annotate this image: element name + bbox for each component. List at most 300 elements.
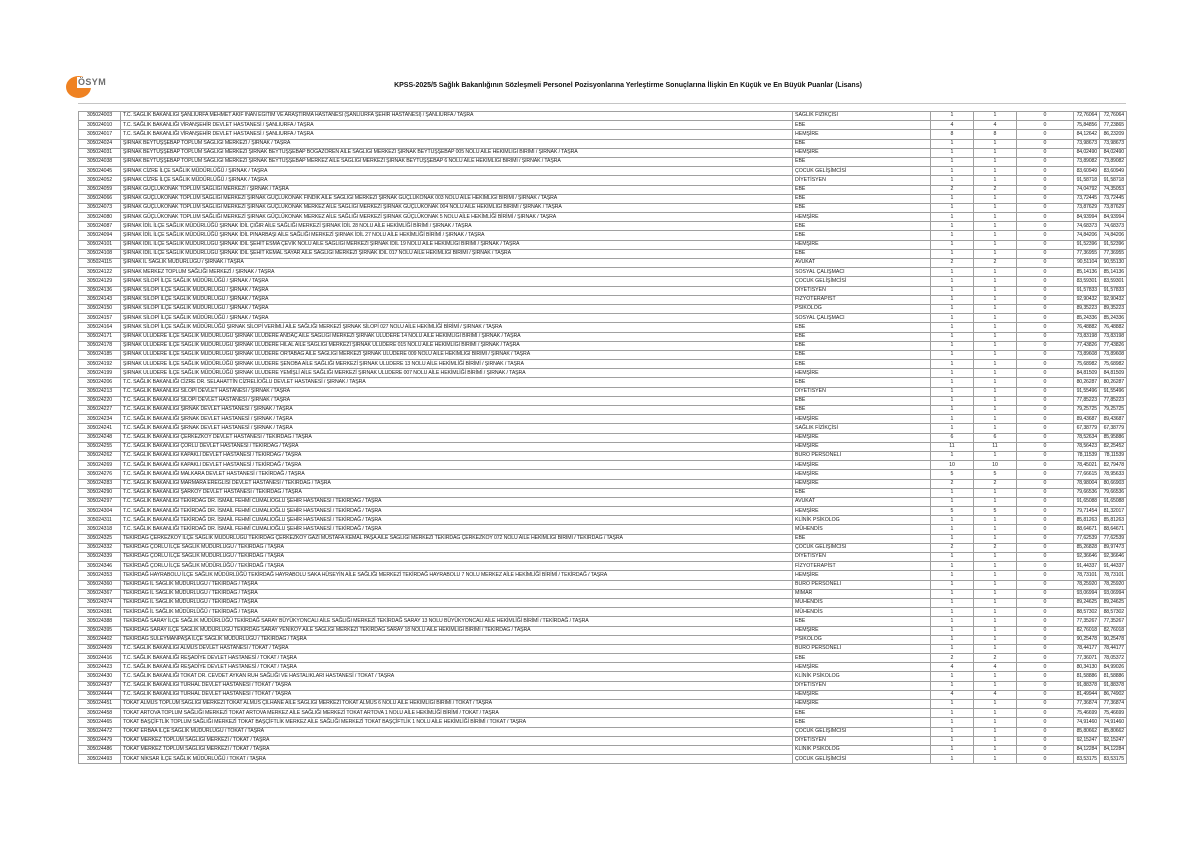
osym-logo-text: ÖSYM	[78, 77, 107, 87]
max-score-cell: 83,60949	[1100, 167, 1127, 176]
title-cell: ÇOCUK GELİŞİMCİSİ	[793, 727, 931, 736]
table-row	[79, 121, 1127, 130]
title-cell: AVUKAT	[793, 259, 931, 268]
placed-cell: 1	[974, 396, 1017, 405]
institution-cell: T.C. SAĞLIK BAKANLIĞI MARMARA EREĞLİSİ DEVLET HASTANESİ / TEKİRDAĞ / TAŞRA	[121, 479, 793, 488]
table-row	[79, 369, 1127, 378]
institution-cell: T.C. SAĞLIK BAKANLIĞI CİZRE DR. SELAHATTİN CİZRELİOĞLU DEVLET HASTANESİ / ŞIRNAK / TAŞRA	[121, 378, 793, 387]
max-score-cell: 73,89608	[1100, 350, 1127, 359]
min-score-cell: 90,51104	[1074, 259, 1100, 268]
institution-cell: T.C. SAĞLIK BAKANLIĞI ŞIRNAK DEVLET HASTANESİ / ŞIRNAK / TAŞRA	[121, 406, 793, 415]
title-cell: EBE	[793, 185, 931, 194]
title-cell: PSİKOLOG	[793, 304, 931, 313]
position-code-cell: 305024178	[79, 341, 121, 350]
position-code-cell: 305024381	[79, 608, 121, 617]
title-cell: EBE	[793, 654, 931, 663]
table-row	[79, 755, 1127, 764]
table-row	[79, 295, 1127, 304]
title-cell: EBE	[793, 139, 931, 148]
title-cell: EBE	[793, 157, 931, 166]
position-code-cell: 305024066	[79, 194, 121, 203]
min-score-cell: 74,84206	[1074, 231, 1100, 240]
position-code-cell: 305024395	[79, 626, 121, 635]
empty-count-cell: 0	[1017, 644, 1074, 653]
max-score-cell: 91,44337	[1100, 562, 1127, 571]
max-score-cell: 80,26287	[1100, 378, 1127, 387]
empty-count-cell: 0	[1017, 304, 1074, 313]
max-score-cell: 82,79478	[1100, 461, 1127, 470]
quota-cell: 1	[931, 213, 974, 222]
quota-cell: 1	[931, 451, 974, 460]
institution-cell: ŞIRNAK GÜÇLÜKONAK TOPLUM SAĞLIĞI MERKEZİ ŞIRNAK GÜÇLÜKONAK FINDIK AİLE SAĞLIĞI MERKEZİ ŞIRNAK GÜÇLÜKONAK 003 NOLU AİLE HEKİMLİĞİ BİRİMİ / ŞIRNAK / TAŞRA	[121, 194, 793, 203]
title-cell: ÇOCUK GELİŞİMCİSİ	[793, 277, 931, 286]
max-score-cell: 88,64671	[1100, 525, 1127, 534]
quota-cell: 5	[931, 470, 974, 479]
min-score-cell: 78,44177	[1074, 644, 1100, 653]
quota-cell: 1	[931, 295, 974, 304]
institution-cell: TOKAT MERKEZ TOPLUM SAĞLIĞI MERKEZİ / TOKAT / TAŞRA	[121, 745, 793, 754]
position-code-cell: 305024059	[79, 185, 121, 194]
quota-cell: 1	[931, 718, 974, 727]
table-row	[79, 286, 1127, 295]
table-row	[79, 203, 1127, 212]
table-row	[79, 249, 1127, 258]
institution-cell: ŞIRNAK BEYTÜŞŞEBAP TOPLUM SAĞLIĞI MERKEZİ ŞIRNAK BEYTÜŞŞEBAP MERKEZ AİLE SAĞLIĞI MERKEZİ ŞIRNAK BEYTÜŞŞEBAP 6 NOLU AİLE HEKİMLİĞİ BİRİMİ / ŞIRNAK / TAŞRA	[121, 157, 793, 166]
title-cell: DİYETİSYEN	[793, 176, 931, 185]
title-cell: HEMŞİRE	[793, 240, 931, 249]
position-code-cell: 305024346	[79, 562, 121, 571]
placed-cell: 4	[974, 663, 1017, 672]
position-code-cell: 305024227	[79, 406, 121, 415]
table-row	[79, 304, 1127, 313]
placed-cell: 4	[974, 121, 1017, 130]
institution-cell: TEKİRDAĞ ÇORLU İLÇE SAĞLIK MÜDÜRLÜĞÜ / TEKİRDAĞ / TAŞRA	[121, 562, 793, 571]
position-code-cell: 305024045	[79, 167, 121, 176]
title-cell: SAĞLIK FİZİKÇİSİ	[793, 424, 931, 433]
institution-cell: ŞIRNAK SİLOPİ İLÇE SAĞLIK MÜDÜRLÜĞÜ / ŞIRNAK / TAŞRA	[121, 314, 793, 323]
quota-cell: 1	[931, 681, 974, 690]
empty-count-cell: 0	[1017, 580, 1074, 589]
quota-cell: 1	[931, 635, 974, 644]
empty-count-cell: 0	[1017, 130, 1074, 139]
max-score-cell: 89,35223	[1100, 304, 1127, 313]
table-row	[79, 681, 1127, 690]
min-score-cell: 90,25478	[1074, 635, 1100, 644]
institution-cell: TEKİRDAĞ ÇORLU İLÇE SAĞLIK MÜDÜRLÜĞÜ / TEKİRDAĞ / TAŞRA	[121, 543, 793, 552]
placed-cell: 1	[974, 718, 1017, 727]
table-row	[79, 194, 1127, 203]
quota-cell: 1	[931, 562, 974, 571]
min-score-cell: 77,36071	[1074, 654, 1100, 663]
placed-cell: 1	[974, 350, 1017, 359]
min-score-cell: 89,43687	[1074, 415, 1100, 424]
max-score-cell: 75,68982	[1100, 360, 1127, 369]
max-score-cell: 91,55496	[1100, 387, 1127, 396]
placed-cell: 2	[974, 543, 1017, 552]
max-score-cell: 85,81263	[1100, 516, 1127, 525]
empty-count-cell: 0	[1017, 442, 1074, 451]
placed-cell: 2	[974, 259, 1017, 268]
empty-count-cell: 0	[1017, 461, 1074, 470]
min-score-cell: 77,43826	[1074, 341, 1100, 350]
institution-cell: T.C. SAĞLIK BAKANLIĞI REŞADİYE DEVLET HASTANESİ / TOKAT / TAŞRA	[121, 654, 793, 663]
max-score-cell: 91,57833	[1100, 286, 1127, 295]
table-row	[79, 709, 1127, 718]
min-score-cell: 80,26287	[1074, 378, 1100, 387]
institution-cell: T.C. SAĞLIK BAKANLIĞI ÇERKEZKÖY DEVLET HASTANESİ / TEKİRDAĞ / TAŞRA	[121, 433, 793, 442]
position-code-cell: 305024402	[79, 635, 121, 644]
table-row	[79, 598, 1127, 607]
table-row	[79, 378, 1127, 387]
max-score-cell: 74,84206	[1100, 231, 1127, 240]
position-code-cell: 305024437	[79, 681, 121, 690]
position-code-cell: 305024234	[79, 415, 121, 424]
max-score-cell: 73,72445	[1100, 194, 1127, 203]
table-row	[79, 525, 1127, 534]
position-code-cell: 305024283	[79, 479, 121, 488]
table-row	[79, 534, 1127, 543]
quota-cell: 1	[931, 727, 974, 736]
table-row	[79, 700, 1127, 709]
max-score-cell: 76,48882	[1100, 323, 1127, 332]
table-row	[79, 644, 1127, 653]
table-row	[79, 341, 1127, 350]
institution-cell: ŞIRNAK CİZRE İLÇE SAĞLIK MÜDÜRLÜĞÜ / ŞIRNAK / TAŞRA	[121, 167, 793, 176]
quota-cell: 1	[931, 323, 974, 332]
position-code-cell: 305024444	[79, 690, 121, 699]
max-score-cell: 73,87629	[1100, 203, 1127, 212]
position-code-cell: 305024255	[79, 442, 121, 451]
min-score-cell: 88,64671	[1074, 525, 1100, 534]
max-score-cell: 79,25725	[1100, 406, 1127, 415]
placed-cell: 6	[974, 433, 1017, 442]
position-code-cell: 305024087	[79, 222, 121, 231]
placed-cell: 1	[974, 323, 1017, 332]
institution-cell: T.C. SAĞLIK BAKANLIĞI MALKARA DEVLET HASTANESİ / TEKİRDAĞ / TAŞRA	[121, 470, 793, 479]
max-score-cell: 81,58886	[1100, 672, 1127, 681]
title-cell: HEMŞİRE	[793, 700, 931, 709]
min-score-cell: 85,26828	[1074, 543, 1100, 552]
placed-cell: 1	[974, 700, 1017, 709]
position-code-cell: 305024409	[79, 644, 121, 653]
placed-cell: 2	[974, 654, 1017, 663]
placed-cell: 10	[974, 461, 1017, 470]
empty-count-cell: 0	[1017, 681, 1074, 690]
max-score-cell: 78,95633	[1100, 470, 1127, 479]
title-cell: EBE	[793, 332, 931, 341]
max-score-cell: 91,65088	[1100, 497, 1127, 506]
title-cell: BÜRO PERSONELİ	[793, 644, 931, 653]
placed-cell: 1	[974, 295, 1017, 304]
quota-cell: 1	[931, 571, 974, 580]
placed-cell: 1	[974, 148, 1017, 157]
placed-cell: 1	[974, 286, 1017, 295]
placed-cell: 4	[974, 690, 1017, 699]
placed-cell: 1	[974, 497, 1017, 506]
table-row	[79, 718, 1127, 727]
min-score-cell: 73,72445	[1074, 194, 1100, 203]
quota-cell: 1	[931, 396, 974, 405]
position-code-cell: 305024164	[79, 323, 121, 332]
empty-count-cell: 0	[1017, 718, 1074, 727]
empty-count-cell: 0	[1017, 451, 1074, 460]
placed-cell: 1	[974, 231, 1017, 240]
quota-cell: 1	[931, 240, 974, 249]
min-score-cell: 84,12642	[1074, 130, 1100, 139]
placed-cell: 1	[974, 424, 1017, 433]
title-cell: BÜRO PERSONELİ	[793, 580, 931, 589]
quota-cell: 5	[931, 507, 974, 516]
placed-cell: 1	[974, 451, 1017, 460]
placed-cell: 1	[974, 268, 1017, 277]
quota-cell: 1	[931, 553, 974, 562]
table-row	[79, 139, 1127, 148]
position-code-cell: 305024094	[79, 231, 121, 240]
max-score-cell: 78,05372	[1100, 654, 1127, 663]
placed-cell: 1	[974, 378, 1017, 387]
min-score-cell: 73,87629	[1074, 203, 1100, 212]
title-cell: EBE	[793, 121, 931, 130]
quota-cell: 1	[931, 700, 974, 709]
title-cell: BÜRO PERSONELİ	[793, 451, 931, 460]
max-score-cell: 85,14136	[1100, 268, 1127, 277]
institution-cell: ŞIRNAK SİLOPİ İLÇE SAĞLIK MÜDÜRLÜĞÜ / ŞIRNAK / TAŞRA	[121, 295, 793, 304]
empty-count-cell: 0	[1017, 562, 1074, 571]
empty-count-cell: 0	[1017, 690, 1074, 699]
min-score-cell: 85,81263	[1074, 516, 1100, 525]
position-code-cell: 305024304	[79, 507, 121, 516]
min-score-cell: 74,68373	[1074, 222, 1100, 231]
quota-cell: 10	[931, 461, 974, 470]
table-row	[79, 654, 1127, 663]
min-score-cell: 67,38779	[1074, 424, 1100, 433]
min-score-cell: 92,36646	[1074, 553, 1100, 562]
institution-cell: TOKAT MERKEZ TOPLUM SAĞLIĞI MERKEZİ / TOKAT / TAŞRA	[121, 736, 793, 745]
empty-count-cell: 0	[1017, 534, 1074, 543]
table-row	[79, 259, 1127, 268]
table-row	[79, 213, 1127, 222]
title-cell: HEMŞİRE	[793, 148, 931, 157]
quota-cell: 4	[931, 121, 974, 130]
institution-cell: ŞIRNAK ULUDERE İLÇE SAĞLIK MÜDÜRLÜĞÜ ŞIRNAK ULUDERE YEMİŞLİ AİLE SAĞLIĞI MERKEZİ ŞIRNAK ULUDERE 007 NOLU AİLE HEKİMLİĞİ BİRİMİ / ŞIRNAK / TAŞRA	[121, 369, 793, 378]
position-code-cell: 305024213	[79, 387, 121, 396]
table-row	[79, 176, 1127, 185]
position-code-cell: 305024493	[79, 755, 121, 764]
quota-cell: 1	[931, 644, 974, 653]
max-score-cell: 91,52396	[1100, 240, 1127, 249]
table-row	[79, 157, 1127, 166]
min-score-cell: 77,62539	[1074, 534, 1100, 543]
empty-count-cell: 0	[1017, 185, 1074, 194]
title-cell: FİZYOTERAPİST	[793, 562, 931, 571]
quota-cell: 1	[931, 516, 974, 525]
min-score-cell: 89,35223	[1074, 304, 1100, 313]
max-score-cell: 75,46699	[1100, 709, 1127, 718]
max-score-cell: 78,44177	[1100, 644, 1127, 653]
max-score-cell: 77,85223	[1100, 396, 1127, 405]
institution-cell: T.C. SAĞLIK BAKANLIĞI TEKİRDAĞ DR. İSMAİL FEHMİ CUMALIOĞLU ŞEHİR HASTANESİ / TEKİRDAĞ / TAŞRA	[121, 507, 793, 516]
min-score-cell: 78,11539	[1074, 451, 1100, 460]
institution-cell: ŞIRNAK BEYTÜŞŞEBAP TOPLUM SAĞLIĞI MERKEZİ / ŞIRNAK / TAŞRA	[121, 139, 793, 148]
table-row	[79, 406, 1127, 415]
table-row	[79, 323, 1127, 332]
title-cell: MÜHENDİS	[793, 525, 931, 534]
institution-cell: T.C. SAĞLIK BAKANLIĞI TURHAL DEVLET HASTANESİ / TOKAT / TAŞRA	[121, 690, 793, 699]
quota-cell: 2	[931, 259, 974, 268]
position-code-cell: 305024101	[79, 240, 121, 249]
empty-count-cell: 0	[1017, 626, 1074, 635]
institution-cell: TEKİRDAĞ SARAY İLÇE SAĞLIK MÜDÜRLÜĞÜ TEKİRDAĞ SARAY BÜYÜKYONCALI AİLE SAĞLIĞI MERKEZİ TEKİRDAĞ SARAY 13 NOLU BÜYÜKYONCALI AİLE HEKİMLİĞİ BİRİMİ / TEKİRDAĞ / TAŞRA	[121, 617, 793, 626]
institution-cell: ŞIRNAK SİLOPİ İLÇE SAĞLIK MÜDÜRLÜĞÜ / ŞIRNAK / TAŞRA	[121, 304, 793, 313]
empty-count-cell: 0	[1017, 516, 1074, 525]
empty-count-cell: 0	[1017, 736, 1074, 745]
placed-cell: 1	[974, 203, 1017, 212]
table-row	[79, 507, 1127, 516]
max-score-cell: 89,97473	[1100, 543, 1127, 552]
table-row	[79, 626, 1127, 635]
title-cell: ÇOCUK GELİŞİMCİSİ	[793, 755, 931, 764]
position-code-cell: 305024003	[79, 112, 121, 121]
table-row	[79, 580, 1127, 589]
placed-cell: 1	[974, 194, 1017, 203]
quota-cell: 1	[931, 148, 974, 157]
institution-cell: T.C. SAĞLIK BAKANLIĞI KAPAKLI DEVLET HASTANESİ / TEKİRDAĞ / TAŞRA	[121, 451, 793, 460]
placed-cell: 1	[974, 580, 1017, 589]
title-cell: SOSYAL ÇALIŞMACI	[793, 314, 931, 323]
table-row	[79, 314, 1127, 323]
table-row	[79, 727, 1127, 736]
min-score-cell: 85,14136	[1074, 268, 1100, 277]
max-score-cell: 77,36874	[1100, 700, 1127, 709]
quota-cell: 1	[931, 194, 974, 203]
table-row	[79, 442, 1127, 451]
position-code-cell: 305024451	[79, 700, 121, 709]
max-score-cell: 79,66536	[1100, 488, 1127, 497]
empty-count-cell: 0	[1017, 268, 1074, 277]
page-title: KPSS-2025/5 Sağlık Bakanlığının Sözleşmeli Personel Pozisyonlarına Yerleştirme Sonuçlarına İlişkin En Küçük ve En Büyük Puanlar (Lisans)	[394, 82, 862, 89]
table-row	[79, 470, 1127, 479]
max-score-cell: 81,32017	[1100, 507, 1127, 516]
institution-cell: T.C. SAĞLIK BAKANLIĞI VİRANŞEHİR DEVLET HASTANESİ / ŞANLIURFA / TAŞRA	[121, 130, 793, 139]
institution-cell: TEKİRDAĞ HAYRABOLU İLÇE SAĞLIK MÜDÜRLÜĞÜ TEKİRDAĞ HAYRABOLU SAKA HÜSEYİN AİLE SAĞLIĞI MERKEZİ TEKİRDAĞ HAYRABOLU 7 NOLU MERKEZ AİLE HEKİMLİĞİ BİRİMİ / TEKİRDAĞ / TAŞRA	[121, 571, 793, 580]
max-score-cell: 89,24625	[1100, 598, 1127, 607]
max-score-cell: 88,57302	[1100, 608, 1127, 617]
placed-cell: 1	[974, 553, 1017, 562]
title-cell: HEMŞİRE	[793, 433, 931, 442]
table-row	[79, 130, 1127, 139]
empty-count-cell: 0	[1017, 350, 1074, 359]
max-score-cell: 78,11539	[1100, 451, 1127, 460]
title-cell: HEMŞİRE	[793, 690, 931, 699]
institution-cell: ŞIRNAK SİLOPİ İLÇE SAĞLIK MÜDÜRLÜĞÜ / ŞIRNAK / TAŞRA	[121, 277, 793, 286]
placed-cell: 1	[974, 534, 1017, 543]
empty-count-cell: 0	[1017, 700, 1074, 709]
quota-cell: 1	[931, 277, 974, 286]
min-score-cell: 84,81509	[1074, 369, 1100, 378]
quota-cell: 1	[931, 525, 974, 534]
table-row	[79, 231, 1127, 240]
institution-cell: ŞIRNAK ULUDERE İLÇE SAĞLIK MÜDÜRLÜĞÜ ŞIRNAK ULUDERE ORTABAĞ AİLE SAĞLIĞI MERKEZİ ŞIRNAK ULUDERE 009 NOLU AİLE HEKİMLİĞİ BİRİMİ / ŞIRNAK / TAŞRA	[121, 350, 793, 359]
placed-cell: 1	[974, 727, 1017, 736]
empty-count-cell: 0	[1017, 259, 1074, 268]
empty-count-cell: 0	[1017, 332, 1074, 341]
results-table	[78, 111, 1127, 764]
quota-cell: 1	[931, 350, 974, 359]
institution-cell: T.C. SAĞLIK BAKANLIĞI ŞIRNAK DEVLET HASTANESİ / ŞIRNAK / TAŞRA	[121, 415, 793, 424]
title-cell: FİZYOTERAPİST	[793, 295, 931, 304]
quota-cell: 6	[931, 433, 974, 442]
table-row	[79, 745, 1127, 754]
max-score-cell: 74,91460	[1100, 718, 1127, 727]
max-score-cell: 84,99026	[1100, 663, 1127, 672]
position-code-cell: 305024052	[79, 176, 121, 185]
max-score-cell: 82,25452	[1100, 442, 1127, 451]
min-score-cell: 83,53175	[1074, 755, 1100, 764]
institution-cell: T.C. SAĞLIK BAKANLIĞI TEKİRDAĞ DR. İSMAİL FEHMİ CUMALIOĞLU ŞEHİR HASTANESİ / TEKİRDAĞ / TAŞRA	[121, 525, 793, 534]
position-code-cell: 305024220	[79, 396, 121, 405]
title-cell: KLİNİK PSİKOLOG	[793, 672, 931, 681]
max-score-cell: 77,43826	[1100, 341, 1127, 350]
institution-cell: T.C. SAĞLIK BAKANLIĞI SİLOPİ DEVLET HASTANESİ / ŞIRNAK / TAŞRA	[121, 387, 793, 396]
table-row	[79, 433, 1127, 442]
quota-cell: 1	[931, 534, 974, 543]
quota-cell: 4	[931, 663, 974, 672]
institution-cell: ŞIRNAK CİZRE İLÇE SAĞLIK MÜDÜRLÜĞÜ / ŞIRNAK / TAŞRA	[121, 176, 793, 185]
max-score-cell: 90,55130	[1100, 259, 1127, 268]
quota-cell: 1	[931, 406, 974, 415]
title-cell: HEMŞİRE	[793, 442, 931, 451]
max-score-cell: 92,90432	[1100, 295, 1127, 304]
results-table-body	[79, 112, 1127, 764]
position-code-cell: 305024185	[79, 350, 121, 359]
position-code-cell: 305024038	[79, 157, 121, 166]
institution-cell: ŞIRNAK İL SAĞLIK MÜDÜRLÜĞÜ / ŞIRNAK / TAŞRA	[121, 259, 793, 268]
placed-cell: 1	[974, 213, 1017, 222]
min-score-cell: 80,34130	[1074, 663, 1100, 672]
min-score-cell: 92,15247	[1074, 736, 1100, 745]
institution-cell: TOKAT NİKSAR İLÇE SAĞLIK MÜDÜRLÜĞÜ / TOKAT / TAŞRA	[121, 755, 793, 764]
position-code-cell: 305024206	[79, 378, 121, 387]
placed-cell: 1	[974, 332, 1017, 341]
min-score-cell: 91,55496	[1074, 387, 1100, 396]
title-cell: EBE	[793, 406, 931, 415]
max-score-cell: 85,24336	[1100, 314, 1127, 323]
table-row	[79, 553, 1127, 562]
min-score-cell: 79,66536	[1074, 488, 1100, 497]
title-cell: EBE	[793, 350, 931, 359]
position-code-cell: 305024290	[79, 488, 121, 497]
empty-count-cell: 0	[1017, 378, 1074, 387]
title-cell: DİYETİSYEN	[793, 387, 931, 396]
empty-count-cell: 0	[1017, 167, 1074, 176]
position-code-cell: 305024430	[79, 672, 121, 681]
quota-cell: 1	[931, 580, 974, 589]
placed-cell: 1	[974, 516, 1017, 525]
placed-cell: 1	[974, 617, 1017, 626]
quota-cell: 2	[931, 543, 974, 552]
min-score-cell: 79,71454	[1074, 507, 1100, 516]
min-score-cell: 85,80662	[1074, 727, 1100, 736]
min-score-cell: 91,58718	[1074, 176, 1100, 185]
table-row	[79, 617, 1127, 626]
quota-cell: 1	[931, 608, 974, 617]
empty-count-cell: 0	[1017, 543, 1074, 552]
max-score-cell: 91,58718	[1100, 176, 1127, 185]
max-score-cell: 82,76018	[1100, 626, 1127, 635]
max-score-cell: 85,95886	[1100, 433, 1127, 442]
position-code-cell: 305024367	[79, 589, 121, 598]
quota-cell: 1	[931, 157, 974, 166]
